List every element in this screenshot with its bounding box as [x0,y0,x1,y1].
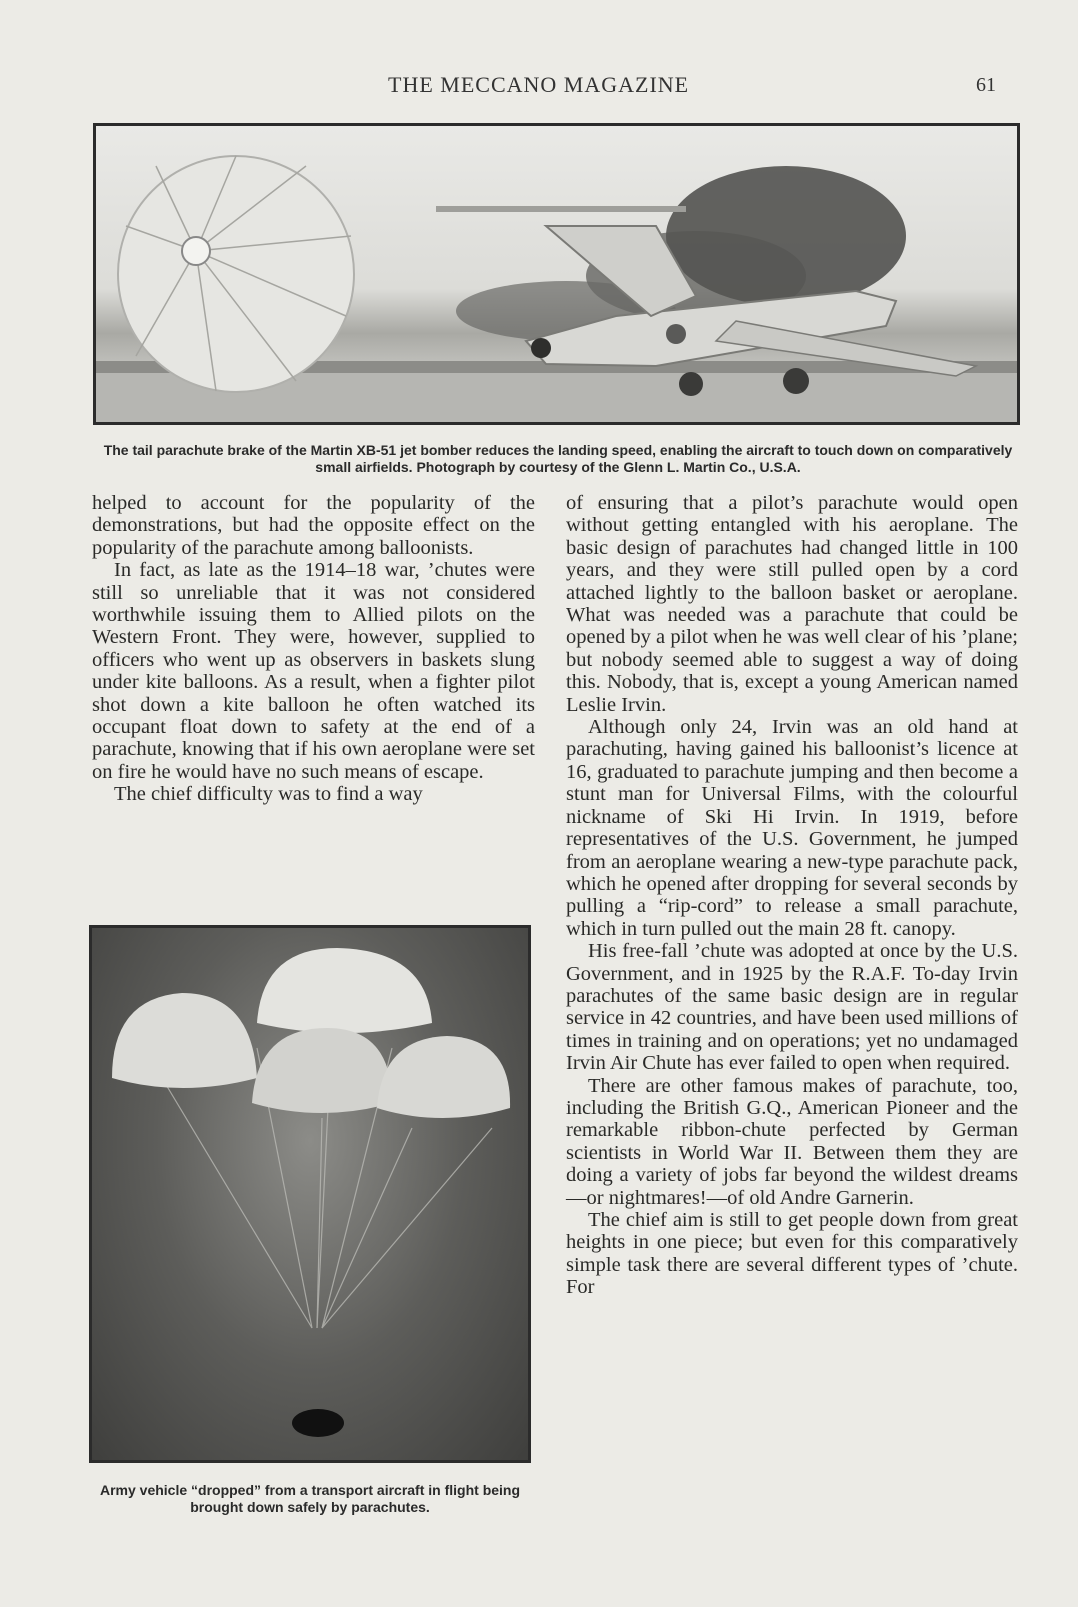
page-number: 61 [976,74,996,96]
paragraph: The chief difficulty was to find a way [114,783,423,806]
top-photo-caption: The tail parachute brake of the Martin XB-51 jet bomber reduces the landing speed, enabling the aircraft to touch down on comparatively small airfields. Photograph by courtesy of the Glenn L. Martin Co., U.S.A. [103,442,1013,475]
paragraph: helped to account for the popularity of the demonstrations, but had the opposite effect on the popularity of the parachute among balloonists. [92,492,535,559]
paragraph: There are other famous makes of parachute, too, including the British G.Q., American Pioneer and the remarkable ribbon-chute perfected by German scientists in World War II. Between them they are doing a variety of jobs far beyond the wildest dreams—or nightmares!—of old Andre Garnerin. [566,1074,1018,1209]
paragraph: His free-fall ’chute was adopted at once by the U.S. Government, and in 1925 by the R.A.F. To-day Irvin parachutes of the same basic design are in regular service in 42 countries, and have been used millions of times in training and on operations; yet no undamaged Irvin Air Chute has ever failed to open when required. [566,940,1018,1075]
left-column-text [92,492,535,806]
paragraph: The chief aim is still to get people down from great heights in one piece; but even for this comparatively simple task there are several different types of ’chute. For [566,1209,1018,1299]
jet-bomber-photo [93,123,1020,425]
tail-parachute-icon [118,156,354,392]
page-header [0,72,1078,102]
army-vehicle-icon [292,1409,344,1437]
magazine-title: THE MECCANO MAGAZINE [388,72,690,97]
paragraph: In fact, as late as the 1914–18 war, ’chutes were still so unreliable that it was not considered worthwhile issuing them to Allied pilots on the Western Front. They were, however, supplied to officers who went up as observers in baskets slung under kite balloons. As a result, when a fighter pilot shot down a kite balloon he often watched its occupant float down to safety at the end of a parachute, knowing that if his own aeroplane were set on fire he would have no such means of escape. [92,559,535,783]
paragraph: Although only 24, Irvin was an old hand at parachuting, having gained his balloonist’s licence at 16, graduated to parachute jumping and then become a stunt man for Universal Films, with the colourful nickname of Ski Hi Irvin. In 1919, before representatives of the U.S. Government, he jumped from an aeroplane wearing a new-type parachute pack, which he opened after dropping for several seconds by pulling a “rip-cord” to release a small parachute, which in turn pulled out the main 28 ft. canopy. [566,716,1018,940]
parachute-drop-photo [89,925,531,1463]
left-photo-caption: Army vehicle “dropped” from a transport aircraft in flight being brought down safely by parachutes. [99,1482,521,1515]
parachute-canopy-icon [112,948,510,1118]
paragraph: of ensuring that a pilot’s parachute would open without getting entangled with his aeroplane. The basic design of parachutes had changed little in 100 years, and they were still pulled open by a cord attached lightly to the balloon basket or aeroplane. What was needed was a parachute that could be opened by a pilot when he was well clear of his ’plane; but nobody seemed able to suggest a way of doing this. Nobody, that is, except a young American named Leslie Irvin. [566,492,1018,716]
right-column-text [566,492,1018,1299]
